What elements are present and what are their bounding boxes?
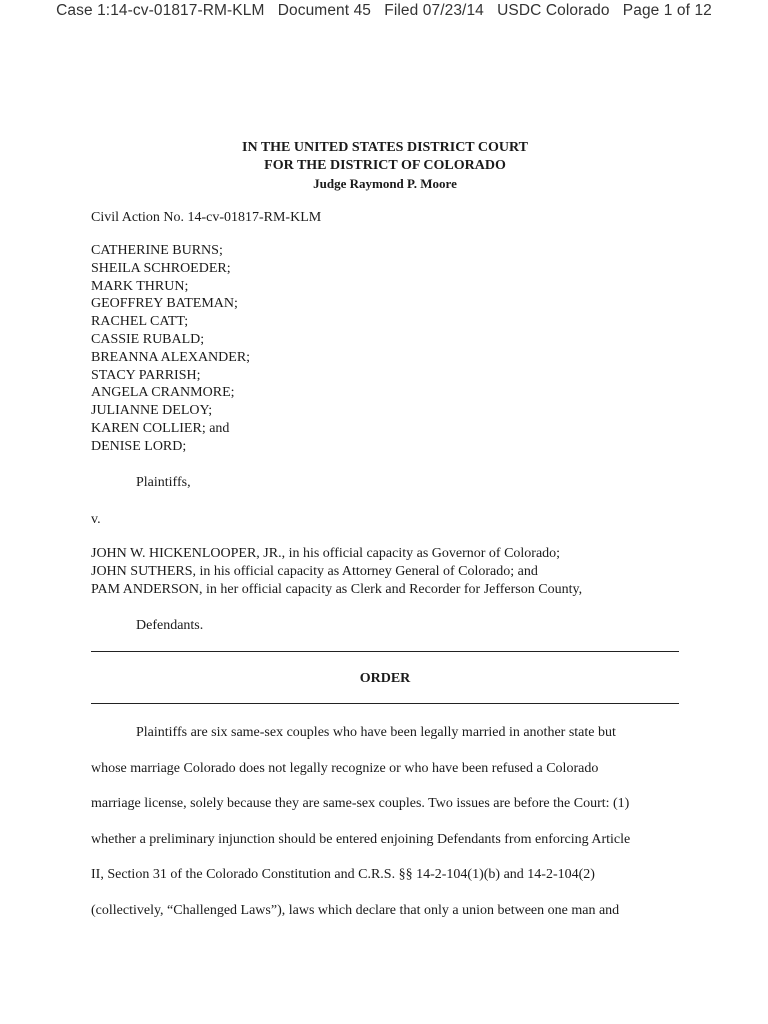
page-indicator: Page 1 of 12 [622, 2, 712, 19]
plaintiff-name: RACHEL CATT; [91, 314, 189, 330]
paragraph-line: II, Section 31 of the Colorado Constitution and C.R.S. §§ 14-2-104(1)(b) and 14-2-104(2) [91, 867, 595, 883]
versus-label: v. [91, 512, 101, 527]
court-name: USDC Colorado [497, 2, 610, 19]
filing-header [0, 2, 768, 20]
plaintiff-name: DENISE LORD; [91, 438, 187, 454]
plaintiffs-label: Plaintiffs, [136, 475, 191, 490]
divider-bottom [91, 703, 679, 704]
document-number: Document 45 [277, 2, 372, 19]
plaintiff-name: BREANNA ALEXANDER; [91, 349, 251, 365]
defendants-list [91, 545, 582, 599]
plaintiff-name: JULIANNE DELOY; [91, 403, 213, 419]
plaintiff-name: CATHERINE BURNS; [91, 243, 223, 258]
court-title-line-1: IN THE UNITED STATES DISTRICT COURT [242, 140, 528, 155]
plaintiffs-list [91, 242, 250, 456]
plaintiff-name: ANGELA CRANMORE; [91, 385, 235, 401]
paragraph-line: Plaintiffs are six same-sex couples who have been legally married in another state but [136, 725, 616, 740]
court-title-line-2: FOR THE DISTRICT OF COLORADO [264, 158, 506, 173]
filed-date: Filed 07/23/14 [384, 2, 484, 19]
plaintiff-name: CASSIE RUBALD; [91, 331, 205, 347]
court-caption [91, 139, 679, 193]
order-title: ORDER [359, 671, 411, 686]
paragraph-line: marriage license, solely because they are same-sex couples. Two issues are before the Court: (1) [91, 796, 630, 812]
defendant-entry: JOHN W. HICKENLOOPER, JR., in his official capacity as Governor of Colorado; [91, 546, 561, 561]
plaintiff-name: MARK THRUN; [91, 278, 189, 294]
defendants-label: Defendants. [136, 618, 204, 633]
case-number: Case 1:14-cv-01817-RM-KLM [56, 2, 265, 19]
paragraph-line: whose marriage Colorado does not legally recognize or who have been refused a Colorado [91, 760, 599, 776]
paragraph-line: (collectively, “Challenged Laws”), laws which declare that only a union between one man and [91, 902, 620, 918]
order-paragraph [91, 724, 630, 938]
civil-action-number: Civil Action No. 14-cv-01817-RM-KLM [91, 210, 322, 225]
plaintiff-name: KAREN COLLIER; and [91, 420, 230, 436]
divider-top [91, 651, 679, 652]
plaintiff-name: GEOFFREY BATEMAN; [91, 296, 238, 312]
defendant-entry: PAM ANDERSON, in her official capacity as Clerk and Recorder for Jefferson County, [91, 582, 583, 597]
plaintiff-name: SHEILA SCHROEDER; [91, 260, 231, 276]
judge-name: Judge Raymond P. Moore [313, 176, 457, 191]
defendant-entry: JOHN SUTHERS, in his official capacity as Attorney General of Colorado; and [91, 564, 538, 579]
plaintiff-name: STACY PARRISH; [91, 367, 201, 383]
paragraph-line: whether a preliminary injunction should be entered enjoining Defendants from enforcing Article [91, 831, 631, 847]
